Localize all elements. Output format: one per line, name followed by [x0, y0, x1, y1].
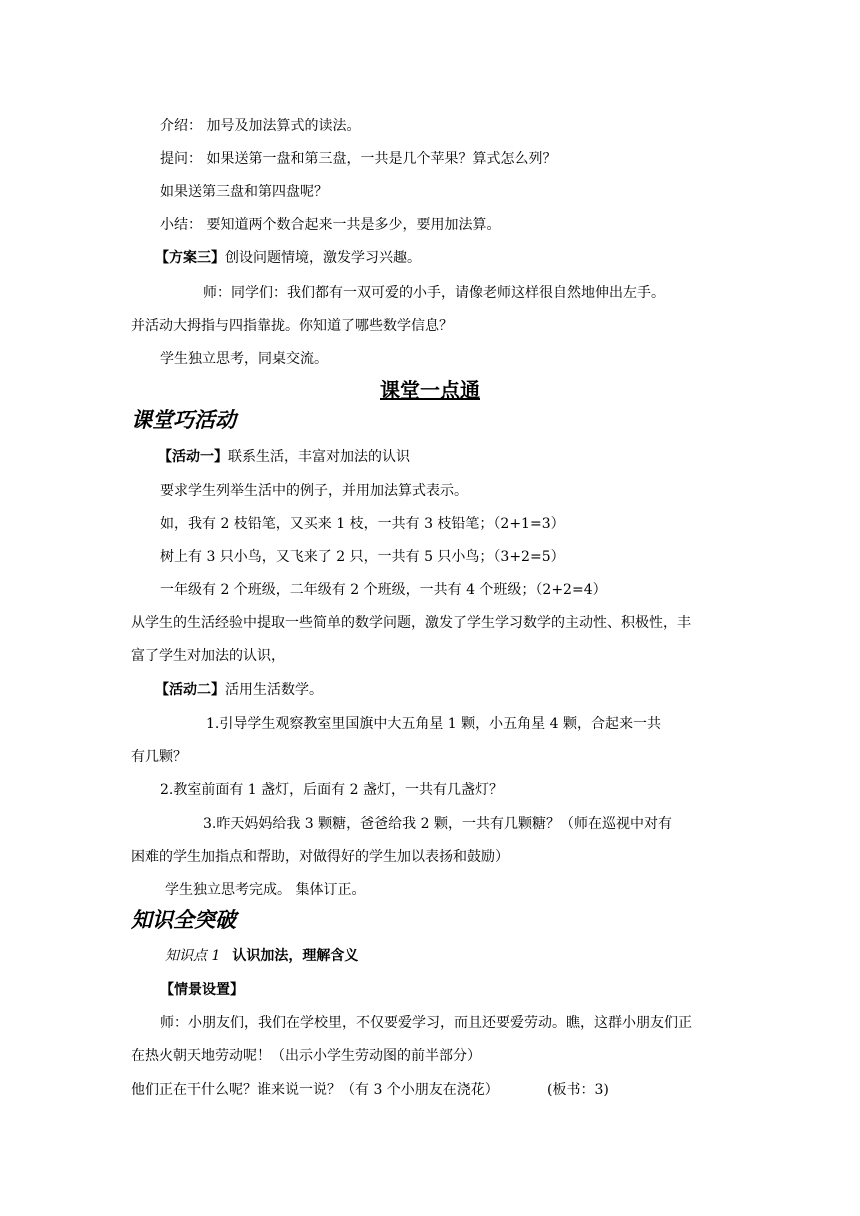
plan-three-tag: 【方案三】: [155, 250, 225, 266]
teacher-line: 师：同学们：我们都有一双可爱的小手，请像老师这样很自然地伸出左手。: [203, 285, 665, 301]
activity-one-paragraph-cont: 富了学生对加法的认识，: [131, 648, 285, 664]
lesson-title: 课堂一点通: [380, 378, 480, 402]
question-line: 提问： 如果送第一盘和第三盘，一共是几个苹果？算式怎么列？: [160, 151, 557, 167]
activity-one-tag: 【活动一】: [158, 449, 228, 465]
activity-one-requirement: 要求学生列举生活中的例子，并用加法算式表示。: [160, 483, 468, 499]
question-followup-line: 如果送第三盘和第四盘呢？: [160, 184, 328, 200]
activity-one-heading: [158, 447, 410, 467]
scene-line-2: 在热火朝天地劳动呢！（出示小学生劳动图的前半部分）: [131, 1048, 481, 1064]
activity-one-example-1: 如，我有 2 枝铅笔，又买来 1 枝，一共有 3 枝铅笔；（2+1=3）: [160, 516, 565, 532]
activity-two-tag: 【活动二】: [155, 682, 225, 698]
activity-two-item-1-cont: 有几颗？: [131, 749, 187, 765]
teacher-line-cont: 并活动大拇指与四指靠拢。你知道了哪些数学信息？: [131, 318, 453, 334]
scene-line-1: 师：小朋友们，我们在学校里，不仅要爱学习，而且还要爱劳动。瞧，这群小朋友们正: [160, 1015, 692, 1031]
activity-one-paragraph: 从学生的生活经验中提取一些简单的数学问题，激发了学生学习数学的主动性、积极性，丰: [131, 615, 691, 631]
students-line: 学生独立思考，同桌交流。: [160, 351, 328, 367]
plan-three-line: [155, 248, 421, 268]
scene-line-3: 他们正在干什么呢？谁来说一说？（有 3 个小朋友在浇花）: [131, 1082, 499, 1098]
activity-two-item-2: 2.教室前面有 1 盏灯，后面有 2 盏灯，一共有几盏灯？: [160, 782, 503, 798]
knowledge-point-line: [165, 946, 358, 966]
activity-one-text: 联系生活，丰富对加法的认识: [228, 449, 410, 465]
plan-three-text: 创设问题情境，激发学习兴趣。: [225, 250, 421, 266]
activity-one-example-3: 一年级有 2 个班级，二年级有 2 个班级，一共有 4 个班级；（2+2=4）: [160, 582, 607, 598]
activity-two-item-1: 1.引导学生观察教室里国旗中大五角星 1 颗，小五角星 4 颗，合起来一共: [206, 716, 661, 732]
knowledge-point-label: 知识点 1: [165, 948, 221, 964]
intro-line: 介绍： 加号及加法算式的读法。: [160, 118, 361, 134]
section-heading-knowledge: 知识全突破: [131, 908, 236, 932]
board-note: (板书：3): [547, 1082, 609, 1098]
activity-one-example-2: 树上有 3 只小鸟，又飞来了 2 只，一共有 5 只小鸟；（3+2=5）: [160, 549, 565, 565]
activity-two-done: 学生独立思考完成。 集体订正。: [165, 882, 366, 898]
summary-line: 小结： 要知道两个数合起来一共是多少，要用加法算。: [160, 217, 501, 233]
knowledge-point-title: 认识加法，理解含义: [232, 948, 359, 964]
activity-two-item-3-cont: 困难的学生加指点和帮助，对做得好的学生加以表扬和鼓励）: [131, 849, 509, 865]
activity-two-heading: [155, 680, 323, 700]
scene-setting-tag: 【情景设置】: [160, 982, 244, 998]
section-heading-activities: 课堂巧活动: [131, 408, 236, 432]
activity-two-text: 活用生活数学。: [225, 682, 323, 698]
activity-two-item-3: 3.昨天妈妈给我 3 颗糖，爸爸给我 2 颗，一共有几颗糖？（师在巡视中对有: [203, 816, 672, 832]
